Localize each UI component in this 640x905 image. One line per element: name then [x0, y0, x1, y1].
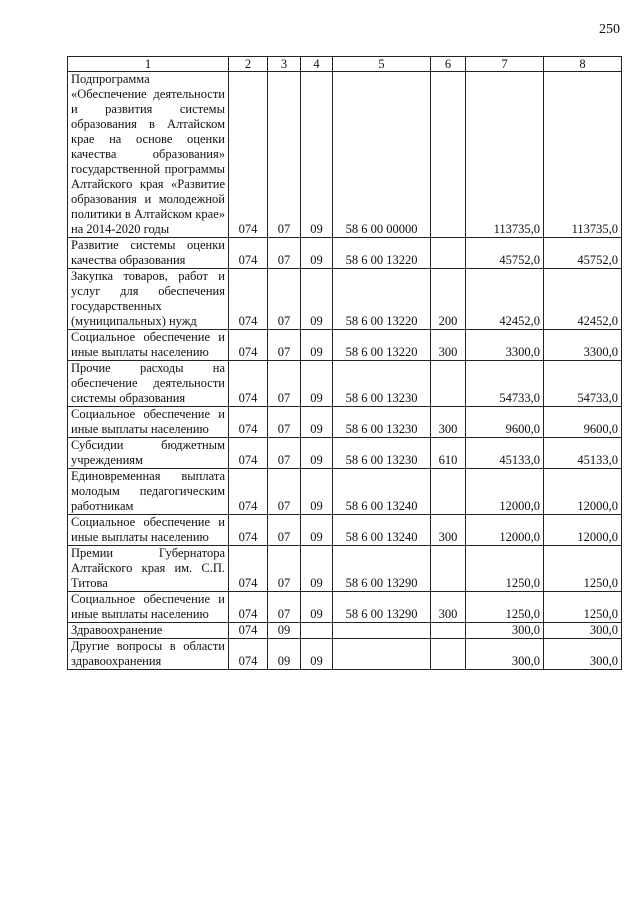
header-cell: 6	[431, 57, 466, 72]
cell-grbs: 074	[229, 592, 268, 623]
cell-rz: 07	[268, 407, 301, 438]
cell-name: Социальное обеспечение и иные выплаты населению	[68, 515, 229, 546]
cell-sum2: 45752,0	[544, 238, 622, 269]
cell-csr	[333, 639, 431, 670]
cell-name: Подпрограмма «Обеспечение деятельности и развития системы образования в Алтайском крае на основе оценки качества образования» государственной программы Алтайского края «Развитие образования и молодежной политики в Алтайском крае» на 2014-2020 годы	[68, 72, 229, 238]
cell-pr	[301, 623, 333, 639]
cell-name: Единовременная выплата молодым педагогическим работникам	[68, 469, 229, 515]
cell-sum1: 3300,0	[466, 330, 544, 361]
table-row	[68, 639, 622, 670]
cell-grbs: 074	[229, 515, 268, 546]
cell-name: Закупка товаров, работ и услуг для обеспечения государственных (муниципальных) нужд	[68, 269, 229, 330]
cell-name: Социальное обеспечение и иные выплаты населению	[68, 330, 229, 361]
cell-rz: 07	[268, 361, 301, 407]
cell-name: Социальное обеспечение и иные выплаты населению	[68, 592, 229, 623]
cell-name: Развитие системы оценки качества образования	[68, 238, 229, 269]
cell-vr: 300	[431, 330, 466, 361]
cell-sum2: 3300,0	[544, 330, 622, 361]
cell-sum2: 42452,0	[544, 269, 622, 330]
cell-sum2: 1250,0	[544, 592, 622, 623]
cell-pr: 09	[301, 469, 333, 515]
cell-sum1: 54733,0	[466, 361, 544, 407]
cell-vr: 300	[431, 592, 466, 623]
cell-name: Субсидии бюджетным учреждениям	[68, 438, 229, 469]
budget-table	[67, 56, 622, 670]
cell-sum2: 300,0	[544, 623, 622, 639]
cell-sum2: 12000,0	[544, 469, 622, 515]
cell-grbs: 074	[229, 438, 268, 469]
cell-csr: 58 6 00 13220	[333, 269, 431, 330]
table-row	[68, 238, 622, 269]
cell-csr: 58 6 00 00000	[333, 72, 431, 238]
cell-pr: 09	[301, 592, 333, 623]
cell-grbs: 074	[229, 407, 268, 438]
cell-csr: 58 6 00 13220	[333, 330, 431, 361]
header-cell: 4	[301, 57, 333, 72]
cell-sum1: 1250,0	[466, 592, 544, 623]
header-cell: 5	[333, 57, 431, 72]
header-row	[68, 57, 622, 72]
cell-vr	[431, 469, 466, 515]
table-row	[68, 515, 622, 546]
table-body	[68, 72, 622, 670]
cell-csr: 58 6 00 13240	[333, 515, 431, 546]
table-row	[68, 72, 622, 238]
cell-sum2: 300,0	[544, 639, 622, 670]
cell-vr	[431, 546, 466, 592]
table-row	[68, 438, 622, 469]
cell-rz: 07	[268, 72, 301, 238]
cell-grbs: 074	[229, 238, 268, 269]
cell-pr: 09	[301, 407, 333, 438]
cell-grbs: 074	[229, 623, 268, 639]
cell-sum1: 1250,0	[466, 546, 544, 592]
cell-vr	[431, 72, 466, 238]
cell-vr: 300	[431, 515, 466, 546]
cell-sum1: 9600,0	[466, 407, 544, 438]
cell-name: Прочие расходы на обеспечение деятельности системы образования	[68, 361, 229, 407]
cell-sum1: 300,0	[466, 639, 544, 670]
cell-rz: 07	[268, 238, 301, 269]
cell-name: Другие вопросы в области здравоохранения	[68, 639, 229, 670]
page-number: 250	[599, 22, 620, 37]
cell-rz: 07	[268, 438, 301, 469]
cell-csr: 58 6 00 13230	[333, 361, 431, 407]
cell-sum1: 45133,0	[466, 438, 544, 469]
cell-grbs: 074	[229, 361, 268, 407]
cell-sum2: 113735,0	[544, 72, 622, 238]
table-row	[68, 330, 622, 361]
cell-sum2: 1250,0	[544, 546, 622, 592]
cell-grbs: 074	[229, 639, 268, 670]
cell-csr: 58 6 00 13240	[333, 469, 431, 515]
header-cell: 8	[544, 57, 622, 72]
cell-rz: 07	[268, 269, 301, 330]
cell-name: Социальное обеспечение и иные выплаты населению	[68, 407, 229, 438]
cell-pr: 09	[301, 639, 333, 670]
cell-sum2: 45133,0	[544, 438, 622, 469]
cell-csr: 58 6 00 13290	[333, 546, 431, 592]
cell-rz: 09	[268, 623, 301, 639]
cell-sum1: 42452,0	[466, 269, 544, 330]
cell-grbs: 074	[229, 72, 268, 238]
table-row	[68, 546, 622, 592]
cell-vr: 200	[431, 269, 466, 330]
cell-name: Здравоохранение	[68, 623, 229, 639]
cell-pr: 09	[301, 238, 333, 269]
cell-rz: 07	[268, 592, 301, 623]
header-cell: 2	[229, 57, 268, 72]
cell-grbs: 074	[229, 469, 268, 515]
cell-vr	[431, 238, 466, 269]
cell-vr	[431, 361, 466, 407]
header-cell: 3	[268, 57, 301, 72]
cell-csr: 58 6 00 13230	[333, 438, 431, 469]
cell-rz: 07	[268, 469, 301, 515]
cell-sum1: 45752,0	[466, 238, 544, 269]
cell-csr: 58 6 00 13220	[333, 238, 431, 269]
cell-vr	[431, 639, 466, 670]
cell-sum1: 300,0	[466, 623, 544, 639]
cell-sum2: 9600,0	[544, 407, 622, 438]
cell-rz: 07	[268, 515, 301, 546]
cell-csr: 58 6 00 13290	[333, 592, 431, 623]
cell-rz: 07	[268, 330, 301, 361]
cell-sum2: 12000,0	[544, 515, 622, 546]
cell-pr: 09	[301, 72, 333, 238]
cell-pr: 09	[301, 330, 333, 361]
table-row	[68, 361, 622, 407]
table-row	[68, 469, 622, 515]
cell-csr: 58 6 00 13230	[333, 407, 431, 438]
cell-rz: 09	[268, 639, 301, 670]
cell-sum1: 12000,0	[466, 515, 544, 546]
cell-sum1: 12000,0	[466, 469, 544, 515]
cell-pr: 09	[301, 546, 333, 592]
cell-grbs: 074	[229, 546, 268, 592]
table-row	[68, 269, 622, 330]
cell-vr	[431, 623, 466, 639]
cell-csr	[333, 623, 431, 639]
cell-sum2: 54733,0	[544, 361, 622, 407]
cell-sum1: 113735,0	[466, 72, 544, 238]
cell-name: Премии Губернатора Алтайского края им. С.П. Титова	[68, 546, 229, 592]
cell-pr: 09	[301, 515, 333, 546]
table-row	[68, 407, 622, 438]
header-cell: 7	[466, 57, 544, 72]
cell-grbs: 074	[229, 330, 268, 361]
cell-pr: 09	[301, 361, 333, 407]
header-cell: 1	[68, 57, 229, 72]
table-row	[68, 623, 622, 639]
table-row	[68, 592, 622, 623]
cell-vr: 610	[431, 438, 466, 469]
cell-rz: 07	[268, 546, 301, 592]
cell-pr: 09	[301, 269, 333, 330]
cell-grbs: 074	[229, 269, 268, 330]
cell-vr: 300	[431, 407, 466, 438]
cell-pr: 09	[301, 438, 333, 469]
